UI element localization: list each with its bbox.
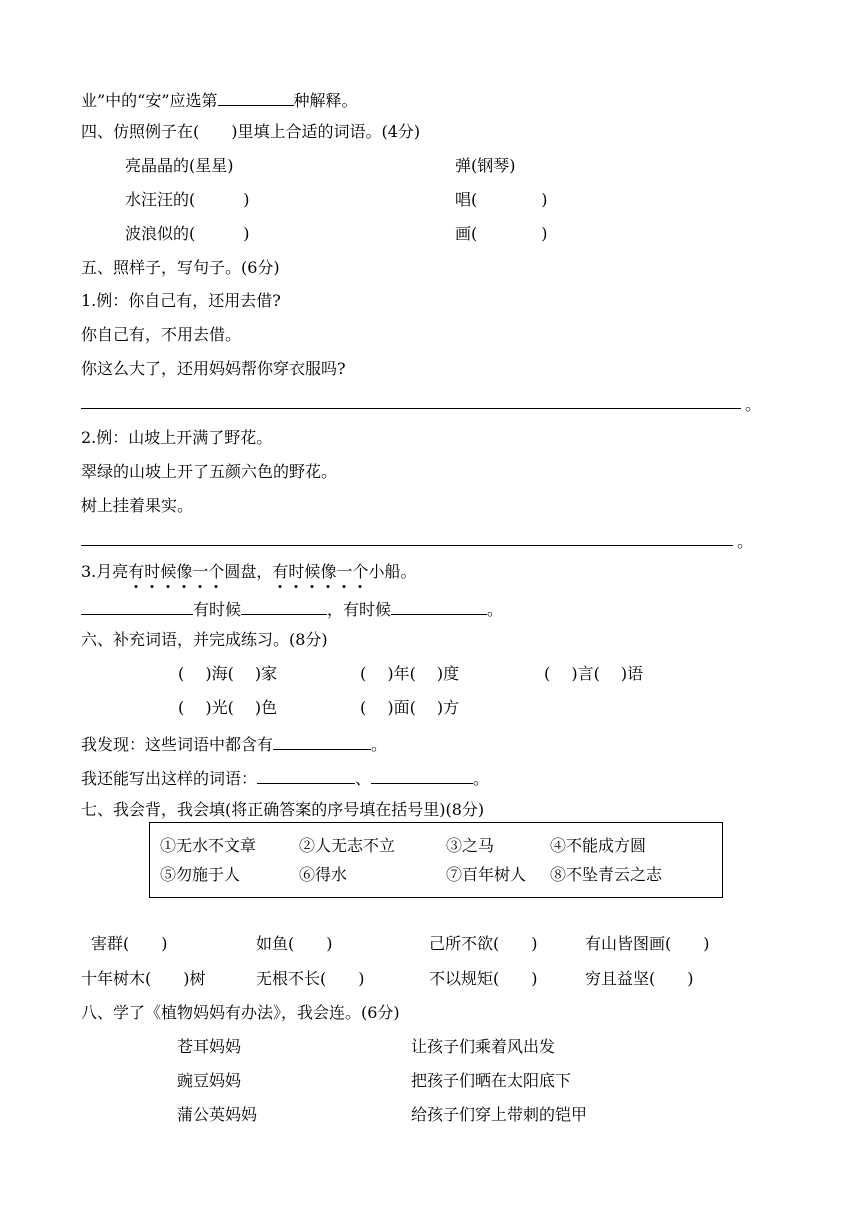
emphasis-char: 时 <box>144 562 161 581</box>
s5-q1-answer-line[interactable] <box>81 408 741 409</box>
s5-q3-fill-end: 。 <box>487 600 504 619</box>
emphasis-char: 一 <box>336 562 353 581</box>
s5-q3-fill-text: 有时候 <box>193 600 242 619</box>
s7-fill-item[interactable]: 不以规矩( ) <box>429 969 538 988</box>
s7-fill-item[interactable]: 十年树木( )树 <box>81 969 206 988</box>
question-text-end: 种解释。 <box>293 91 358 110</box>
idiom-option: ③之马 <box>446 836 495 855</box>
idiom-option: ⑧不坠青云之志 <box>550 865 663 884</box>
s4-item-right[interactable]: 画( ) <box>455 224 548 243</box>
s5-q2-example-answer: 翠绿的山坡上开了五颜六色的野花。 <box>81 462 338 481</box>
s5-q1-period: 。 <box>745 395 762 414</box>
s5-q2-answer-line[interactable] <box>81 545 733 546</box>
s4-item-right[interactable]: 唱( ) <box>455 190 548 209</box>
s5-q2-example: 2.例：山坡上开满了野花。 <box>81 428 273 447</box>
idiom-option: ④不能成方圆 <box>550 836 647 855</box>
s8-left-item[interactable]: 苍耳妈妈 <box>177 1037 242 1056</box>
answer-blank[interactable] <box>241 596 327 615</box>
idiom-option: ②人无志不立 <box>299 836 396 855</box>
answer-blank[interactable] <box>273 731 371 750</box>
section-7-title: 七、我会背，我会填(将正确答案的序号填在括号里)(8分) <box>81 800 485 819</box>
question-text: 业”中的“安”应选第 <box>81 91 218 110</box>
s5-q2-prompt: 树上挂着果实。 <box>81 496 194 515</box>
s6-write-text: 我还能写出这样的词语： <box>81 769 258 788</box>
idiom-option: ①无水不文章 <box>160 836 257 855</box>
s7-fill-item[interactable]: 无根不长( ) <box>256 969 365 988</box>
idiom-options-box <box>149 822 723 898</box>
s7-fill-item[interactable]: 己所不欲( ) <box>429 934 538 953</box>
idiom-option: ⑥得水 <box>299 865 348 884</box>
s5-q3-pre: 3.月亮 <box>81 562 129 581</box>
emphasis-char: 有 <box>272 562 289 581</box>
idiom-option: ⑦百年树人 <box>446 865 527 884</box>
answer-blank[interactable] <box>371 765 473 784</box>
section-8-title: 八、学了《植物妈妈有办法》，我会连。(6分) <box>81 1003 400 1022</box>
emphasis-char: 像 <box>320 562 337 581</box>
s5-q3-post: 小船。 <box>368 562 417 581</box>
s7-fill-item[interactable]: 穷且益坚( ) <box>585 969 694 988</box>
idiom-option: ⑤勿施于人 <box>160 865 241 884</box>
s7-fill-item[interactable]: 如鱼( ) <box>256 934 333 953</box>
s8-right-item[interactable]: 让孩子们乘着风出发 <box>411 1037 556 1056</box>
s4-example-right: 弹(钢琴) <box>455 156 516 175</box>
answer-blank[interactable] <box>257 765 355 784</box>
s8-left-item[interactable]: 豌豆妈妈 <box>177 1071 242 1090</box>
s4-example-left: 亮晶晶的(星星) <box>125 156 234 175</box>
s8-left-item[interactable]: 蒲公英妈妈 <box>177 1105 258 1124</box>
s8-right-item[interactable]: 把孩子们晒在太阳底下 <box>411 1071 572 1090</box>
s6-write-end: 。 <box>473 769 490 788</box>
s6-write-line <box>81 765 489 790</box>
s6-word-item[interactable]: ( )光( )色 <box>178 698 278 717</box>
s6-discover-text: 我发现：这些词语中都含有 <box>81 735 274 754</box>
emphasis-char: 一 <box>192 562 209 581</box>
emphasis-char: 像 <box>176 562 193 581</box>
s5-q2-period: 。 <box>737 532 754 551</box>
s5-q3-sentence <box>81 561 860 583</box>
emphasis-char: 候 <box>160 562 177 581</box>
s6-write-sep: 、 <box>355 769 372 788</box>
continued-question-line <box>81 87 358 112</box>
s8-right-item[interactable]: 给孩子们穿上带刺的铠甲 <box>411 1105 588 1124</box>
section-5-title: 五、照样子，写句子。(6分) <box>81 258 280 277</box>
s5-q3-fill-line <box>81 596 503 621</box>
s6-discover-end: 。 <box>371 735 388 754</box>
s6-discover-line <box>81 731 387 756</box>
s5-q3-mid: 圆盘， <box>224 562 273 581</box>
s5-q1-prompt: 你这么大了，还用妈妈帮你穿衣服吗? <box>81 359 346 378</box>
s4-item-left[interactable]: 波浪似的( ) <box>125 224 250 243</box>
s5-q1-example-answer: 你自己有，不用去借。 <box>81 325 242 344</box>
answer-blank[interactable] <box>391 596 487 615</box>
emphasis-char: 个 <box>352 562 369 581</box>
section-4-title: 四、仿照例子在( )里填上合适的词语。(4分) <box>81 122 421 141</box>
section-6-title: 六、补充词语，并完成练习。(8分) <box>81 630 328 649</box>
s5-q3-fill-text: ，有时候 <box>327 600 392 619</box>
answer-blank[interactable] <box>81 596 193 615</box>
answer-blank[interactable] <box>218 87 294 106</box>
emphasis-char: 候 <box>304 562 321 581</box>
emphasis-char: 有 <box>128 562 145 581</box>
s6-word-item[interactable]: ( )面( )方 <box>360 698 460 717</box>
s7-fill-item[interactable]: 害群( ) <box>91 934 168 953</box>
s4-item-left[interactable]: 水汪汪的( ) <box>125 190 250 209</box>
s5-q1-example: 1.例：你自己有，还用去借? <box>81 291 281 310</box>
emphasis-char: 时 <box>288 562 305 581</box>
s6-word-item[interactable]: ( )海( )家 <box>178 664 278 683</box>
s6-word-item[interactable]: ( )年( )度 <box>360 664 460 683</box>
emphasis-char: 个 <box>208 562 225 581</box>
s7-fill-item[interactable]: 有山皆图画( ) <box>585 934 710 953</box>
s6-word-item[interactable]: ( )言( )语 <box>544 664 644 683</box>
